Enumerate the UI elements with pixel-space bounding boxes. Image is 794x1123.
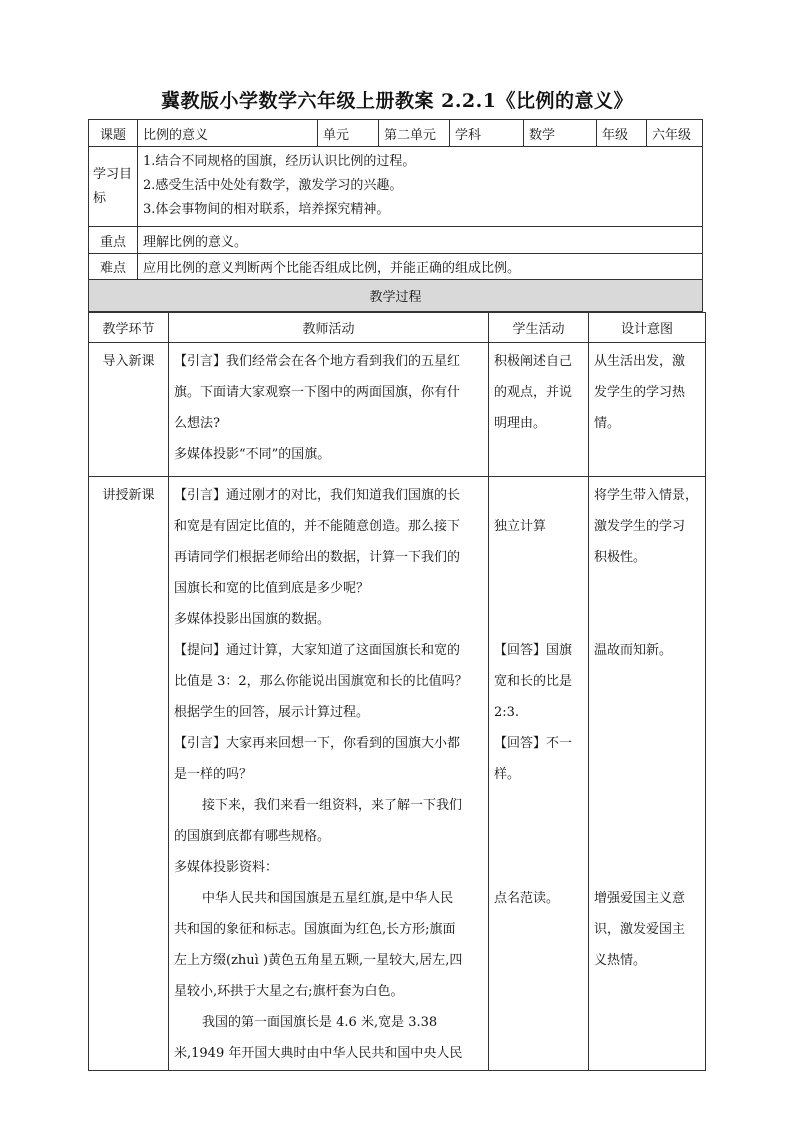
goals-label: 学习目标 — [89, 147, 138, 227]
student-activity-new: 独立计算 【回答】国旗 宽和长的比是 2:3. 【回答】不一 样。 点名范读。 — [489, 477, 589, 1071]
column-header: 教师活动 — [169, 313, 489, 343]
info-table — [88, 119, 703, 312]
teacher-activity-intro: 【引言】我们经常会在各个地方看到我们的五星红 旗。下面请大家观察一下图中的两面国旗，你有什 么想法? 多媒体投影“不同”的国旗。 — [169, 343, 489, 477]
column-header: 设计意图 — [589, 313, 706, 343]
stage-intro: 导入新课 — [89, 343, 169, 477]
student-activity-intro: 积极阐述自己 的观点，并说 明理由。 — [489, 343, 589, 477]
key-label: 重点 — [89, 227, 138, 254]
difficulty-label: 难点 — [89, 254, 138, 280]
topic-value: 比例的意义 — [138, 120, 318, 147]
goal-item: 1.结合不同规格的国旗，经历认识比例的过程。 — [143, 154, 416, 169]
document-title: 冀教版小学数学六年级上册教案 2.2.1《比例的意义》 — [160, 90, 633, 112]
design-intent-new: 将学生带入情景， 激发学生的学习 积极性。 温故而知新。 增强爱国主义意 识，激发爱国主 义热情。 — [589, 477, 706, 1071]
topic-label: 课题 — [89, 120, 138, 147]
stage-new-lesson: 讲授新课 — [89, 477, 169, 1071]
unit-label: 单元 — [318, 120, 379, 147]
subject-label: 学科 — [450, 120, 524, 147]
goal-item: 2.感受生活中处处有数学，激发学习的兴趣。 — [143, 178, 403, 193]
grade-label: 年级 — [597, 120, 647, 147]
column-header: 学生活动 — [489, 313, 589, 343]
teacher-activity-new: 【引言】通过刚才的对比，我们知道我们国旗的长 和宽是有固定比值的，并不能随意创造。那么接下 再请同学们根据老师给出的数据，计算一下我们的 国旗长和宽的比值到底是多少呢？ 多媒体投影出国旗的数据。 【提问】通过计算，大家知道了这面国旗长和宽的 比值是 3：2，那么你能说出国旗宽和长的比值吗？ 根据学生的回答，展示计算过程。 【引言】大家再来回想一下，你看到的国旗大小都 是一样的吗？ 接下来，我们来看一组资料，来了解一下我们 的国旗到底都有哪些规格。 多媒体投影资料： 中华人民共和国国旗是五星红旗,是中华人民 共和国的象征和标志。国旗面为红色,长方形;旗面 左上方缀(zhuì )黄色五角星五颗,一星较大,居左,四 星较小,环拱于大星之右;旗杆套为白色。 我国的第一面国旗长是 4.6 米,宽是 3.38 米,1949 年开国大典时由中华人民共和国中央人民 — [169, 477, 489, 1071]
difficulty-value: 应用比例的意义判断两个比能否组成比例，并能正确的组成比例。 — [138, 254, 703, 280]
design-intent-intro: 从生活出发，激 发学生的学习热 情。 — [589, 343, 706, 477]
grade-value: 六年级 — [647, 120, 703, 147]
unit-value: 第二单元 — [379, 120, 450, 147]
process-table — [88, 312, 706, 1071]
key-value: 理解比例的意义。 — [138, 227, 703, 254]
column-header: 教学环节 — [89, 313, 169, 343]
goals-list — [138, 147, 703, 227]
process-heading: 教学过程 — [89, 280, 703, 312]
subject-value: 数学 — [524, 120, 597, 147]
goal-item: 3.体会事物间的相对联系，培养探究精神。 — [143, 202, 390, 217]
